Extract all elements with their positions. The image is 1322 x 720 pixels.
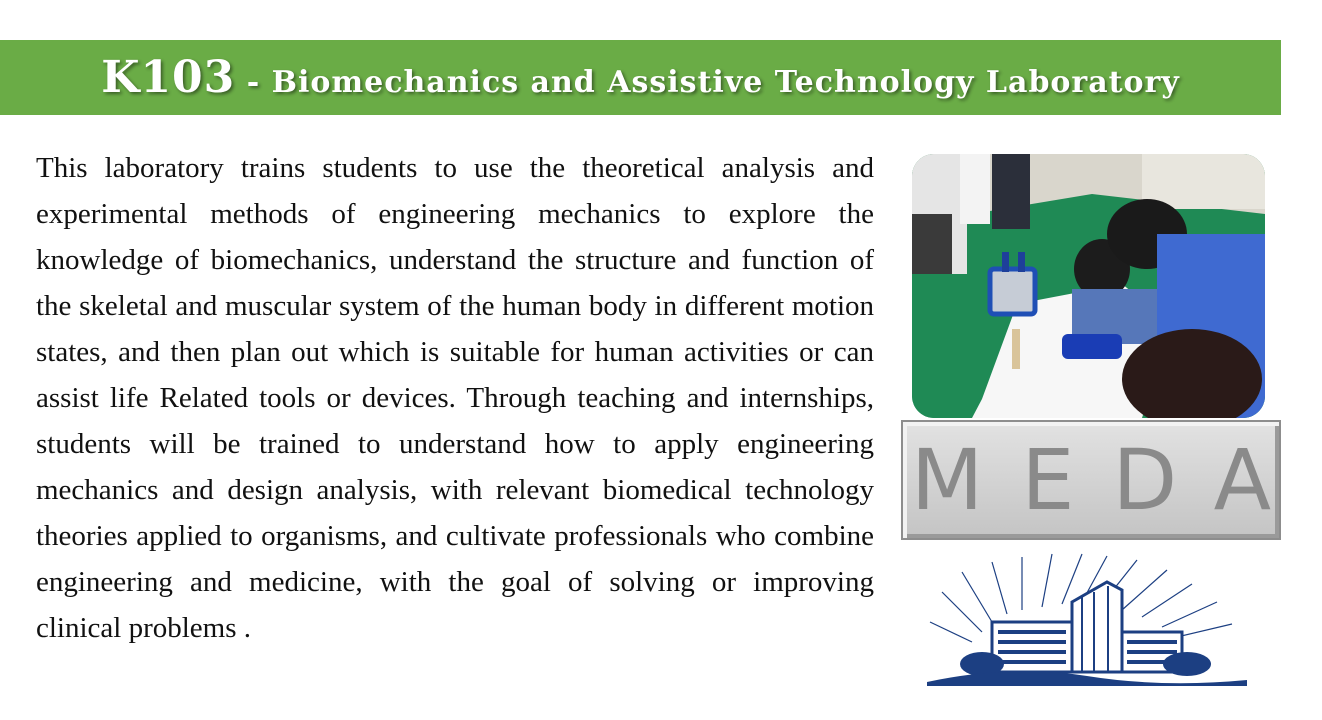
meda-logo-box bbox=[901, 420, 1310, 540]
title-banner bbox=[0, 40, 1281, 115]
lab-code: K103 bbox=[101, 52, 236, 103]
meda-logo-text: MEDA bbox=[910, 431, 1310, 529]
lab-photo-image bbox=[912, 154, 1265, 418]
page-title bbox=[101, 52, 1180, 103]
university-building-logo-icon bbox=[922, 552, 1252, 688]
title-separator: - bbox=[235, 65, 272, 100]
lab-description: This laboratory trains students to use the theoretical analysis and experimental methods of engineering mechanics to explore the knowledge of biomechanics, understand the structure and function of the skeletal and muscular system of the human body in different motion states, and then plan out which is suitable for human activities or can assist life Related tools or devices. Through teaching and internships, students will be trained to understand how to apply engineering mechanics and design analysis, with relevant biomedical technology theories applied to organisms, and cultivate professionals who combine engineering and medicine, with the goal of solving or improving clinical problems . bbox=[36, 152, 874, 644]
lab-name: Biomechanics and Assistive Technology Laboratory bbox=[271, 65, 1180, 100]
